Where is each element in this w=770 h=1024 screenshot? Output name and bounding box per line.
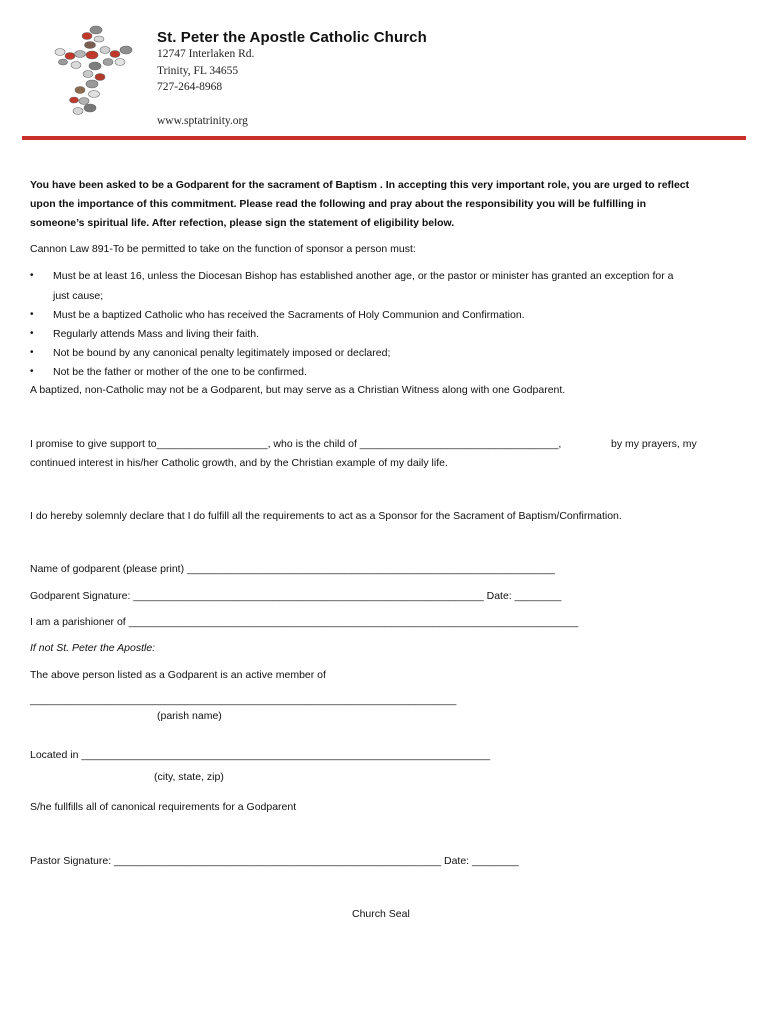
active-member-text: The above person listed as a Godparent is an active member of <box>30 669 326 681</box>
parish-name-caption: (parish name) <box>157 710 222 722</box>
address-line-1: 12747 Interlaken Rd. <box>157 48 255 60</box>
intro-line-3: someone’s spiritual life. After refection, please sign the statement of eligibility below. <box>30 217 455 229</box>
requirement-age-cont: just cause; <box>53 290 104 302</box>
christian-witness-note: A baptized, non-Catholic may not be a Godparent, but may serve as a Christian Witness along with one Godparent. <box>30 384 566 396</box>
parish-name-field[interactable]: _________________________________________________________________________ <box>30 694 457 706</box>
requirement-mass: Regularly attends Mass and living their faith. <box>53 328 260 340</box>
header-rule <box>22 136 746 140</box>
address-line-2: Trinity, FL 34655 <box>157 65 239 77</box>
city-state-zip-caption: (city, state, zip) <box>154 771 224 783</box>
if-not-label: If not St. Peter the Apostle: <box>30 642 156 654</box>
requirement-parent: Not be the father or mother of the one to be confirmed. <box>53 366 307 378</box>
intro-line-1: You have been asked to be a Godparent for the sacrament of Baptism . In accepting this very important role, you are urged to reflect <box>30 179 690 191</box>
fulfills-requirements-text: S/he fullfills all of canonical requirements for a Godparent <box>30 801 297 813</box>
promise-line-2: continued interest in his/her Catholic growth, and by the Christian example of my daily life. <box>30 457 448 469</box>
church-seal-label: Church Seal <box>352 908 410 920</box>
stone-mosaic-cross-icon <box>50 22 138 118</box>
requirement-age: Must be at least 16, unless the Diocesan Bishop has established another age, or the pastor or minister has granted an exception for a <box>53 270 674 282</box>
requirement-sacraments: Must be a baptized Catholic who has received the Sacraments of Holy Communion and Confirmation. <box>53 309 525 321</box>
promise-line-1-end: by my prayers, my <box>611 438 697 450</box>
canon-heading: Cannon Law 891-To be permitted to take on the function of sponsor a person must: <box>30 243 416 255</box>
requirement-penalty: Not be bound by any canonical penalty legitimately imposed or declared; <box>53 347 391 359</box>
pastor-signature-field[interactable]: Pastor Signature: ________________________________________________________ Date: ________ <box>30 855 519 867</box>
parishioner-field[interactable]: I am a parishioner of _____________________________________________________________________________ <box>30 616 579 628</box>
bullet-marker: • <box>30 347 34 358</box>
godparent-signature-field[interactable]: Godparent Signature: ____________________________________________________________ Date: ________ <box>30 590 562 602</box>
church-name: St. Peter the Apostle Catholic Church <box>157 29 427 46</box>
bullet-marker: • <box>30 309 34 320</box>
located-in-field[interactable]: Located in ______________________________________________________________________ <box>30 749 491 761</box>
promise-line-1: I promise to give support to___________________, who is the child of __________________________________, <box>30 438 562 450</box>
declaration: I do hereby solemnly declare that I do fulfill all the requirements to act as a Sponsor for the Sacrament of Baptism/Confirmation. <box>30 510 622 522</box>
bullet-marker: • <box>30 328 34 339</box>
godparent-name-field[interactable]: Name of godparent (please print) _______________________________________________________________ <box>30 563 555 575</box>
website: www.sptatrinity.org <box>157 115 248 127</box>
intro-line-2: upon the importance of this commitment. Please read the following and pray about the responsibility you will be fulfilling in <box>30 198 647 210</box>
bullet-marker: • <box>30 366 34 377</box>
phone-number: 727-264-8968 <box>157 81 223 93</box>
bullet-marker: • <box>30 270 34 281</box>
